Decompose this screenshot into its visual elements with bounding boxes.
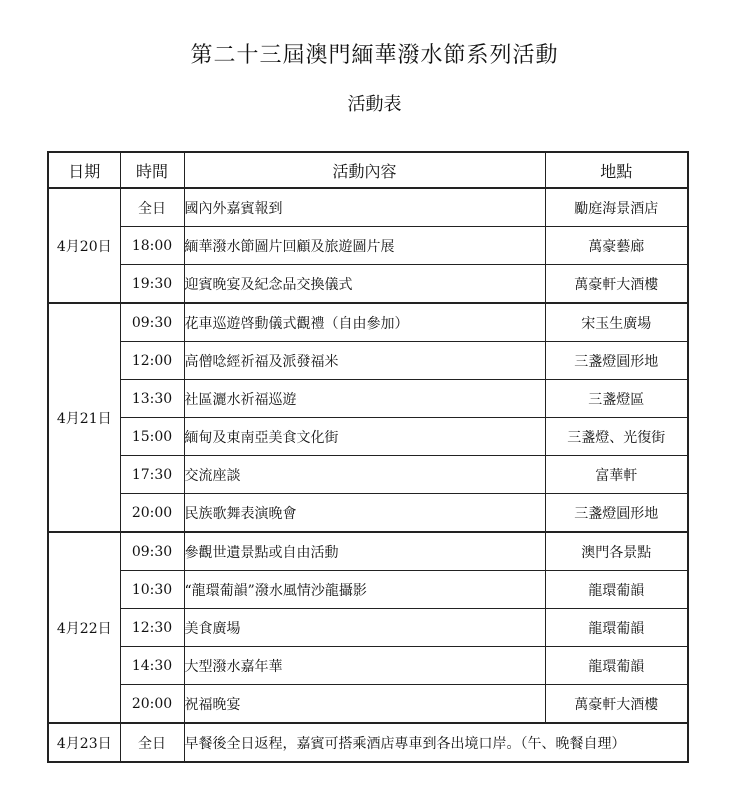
time-cell: 20:00	[120, 494, 184, 533]
activity-cell: 國內外嘉賓報到	[184, 188, 545, 227]
time-cell: 10:30	[120, 571, 184, 609]
venue-cell: 三盞燈區	[545, 380, 688, 418]
table-header-row	[48, 152, 688, 188]
table-row	[48, 609, 688, 647]
date-cell: 4月22日	[48, 532, 120, 723]
table-row	[48, 456, 688, 494]
table-row	[48, 188, 688, 227]
activity-cell: 高僧唸經祈福及派發福米	[184, 342, 545, 380]
venue-cell: 富華軒	[545, 456, 688, 494]
activity-cell: 民族歌舞表演晚會	[184, 494, 545, 533]
time-cell: 全日	[120, 188, 184, 227]
time-cell: 12:00	[120, 342, 184, 380]
table-row	[48, 647, 688, 685]
venue-cell: 龍環葡韻	[545, 571, 688, 609]
table-row	[48, 723, 688, 762]
venue-cell: 三盞燈圓形地	[545, 494, 688, 533]
page-title: 第二十三屆澳門緬華潑水節系列活動	[190, 43, 559, 68]
table-row	[48, 685, 688, 724]
time-cell: 20:00	[120, 685, 184, 724]
table-row	[48, 303, 688, 342]
time-cell: 19:30	[120, 265, 184, 304]
activity-cell: 大型潑水嘉年華	[184, 647, 545, 685]
activity-cell: 緬甸及東南亞美食文化街	[184, 418, 545, 456]
activity-cell: 早餐後全日返程，嘉賓可搭乘酒店專車到各出境口岸。（午、晚餐自理）	[184, 723, 688, 762]
venue-cell: 萬豪軒大酒樓	[545, 685, 688, 724]
table-row	[48, 342, 688, 380]
time-cell: 09:30	[120, 532, 184, 571]
venue-cell: 萬豪軒大酒樓	[545, 265, 688, 304]
time-cell: 18:00	[120, 227, 184, 265]
activity-cell: 花車巡遊啓動儀式觀禮（自由參加）	[184, 303, 545, 342]
header-time: 時間	[120, 152, 184, 188]
activity-cell: 交流座談	[184, 456, 545, 494]
header-date: 日期	[48, 152, 120, 188]
activity-cell: 緬華潑水節圖片回顧及旅遊圖片展	[184, 227, 545, 265]
activity-cell: 美食廣場	[184, 609, 545, 647]
table-row	[48, 494, 688, 533]
date-cell: 4月23日	[48, 723, 120, 762]
activity-cell: 祝福晚宴	[184, 685, 545, 724]
table-row	[48, 227, 688, 265]
table-row	[48, 418, 688, 456]
time-cell: 13:30	[120, 380, 184, 418]
venue-cell: 龍環葡韻	[545, 647, 688, 685]
table-row	[48, 380, 688, 418]
schedule-table	[47, 151, 689, 763]
time-cell: 14:30	[120, 647, 184, 685]
venue-cell: 宋玉生廣場	[545, 303, 688, 342]
time-cell: 09:30	[120, 303, 184, 342]
activity-cell: 社區灑水祈福巡遊	[184, 380, 545, 418]
time-cell: 12:30	[120, 609, 184, 647]
header-venue: 地點	[545, 152, 688, 188]
table-row	[48, 265, 688, 304]
venue-cell: 龍環葡韻	[545, 609, 688, 647]
table-row	[48, 571, 688, 609]
time-cell: 15:00	[120, 418, 184, 456]
activity-cell: “龍環葡韻”潑水風情沙龍攝影	[184, 571, 545, 609]
date-cell: 4月20日	[48, 188, 120, 303]
venue-cell: 萬豪藝廊	[545, 227, 688, 265]
header-activity: 活動內容	[184, 152, 545, 188]
venue-cell: 澳門各景點	[545, 532, 688, 571]
time-cell: 全日	[120, 723, 184, 762]
venue-cell: 三盞燈、光復街	[545, 418, 688, 456]
venue-cell: 勵庭海景酒店	[545, 188, 688, 227]
time-cell: 17:30	[120, 456, 184, 494]
activity-cell: 參觀世遺景點或自由活動	[184, 532, 545, 571]
page-subtitle: 活動表	[347, 94, 402, 115]
date-cell: 4月21日	[48, 303, 120, 532]
venue-cell: 三盞燈圓形地	[545, 342, 688, 380]
activity-cell: 迎賓晚宴及紀念品交換儀式	[184, 265, 545, 304]
table-row	[48, 532, 688, 571]
